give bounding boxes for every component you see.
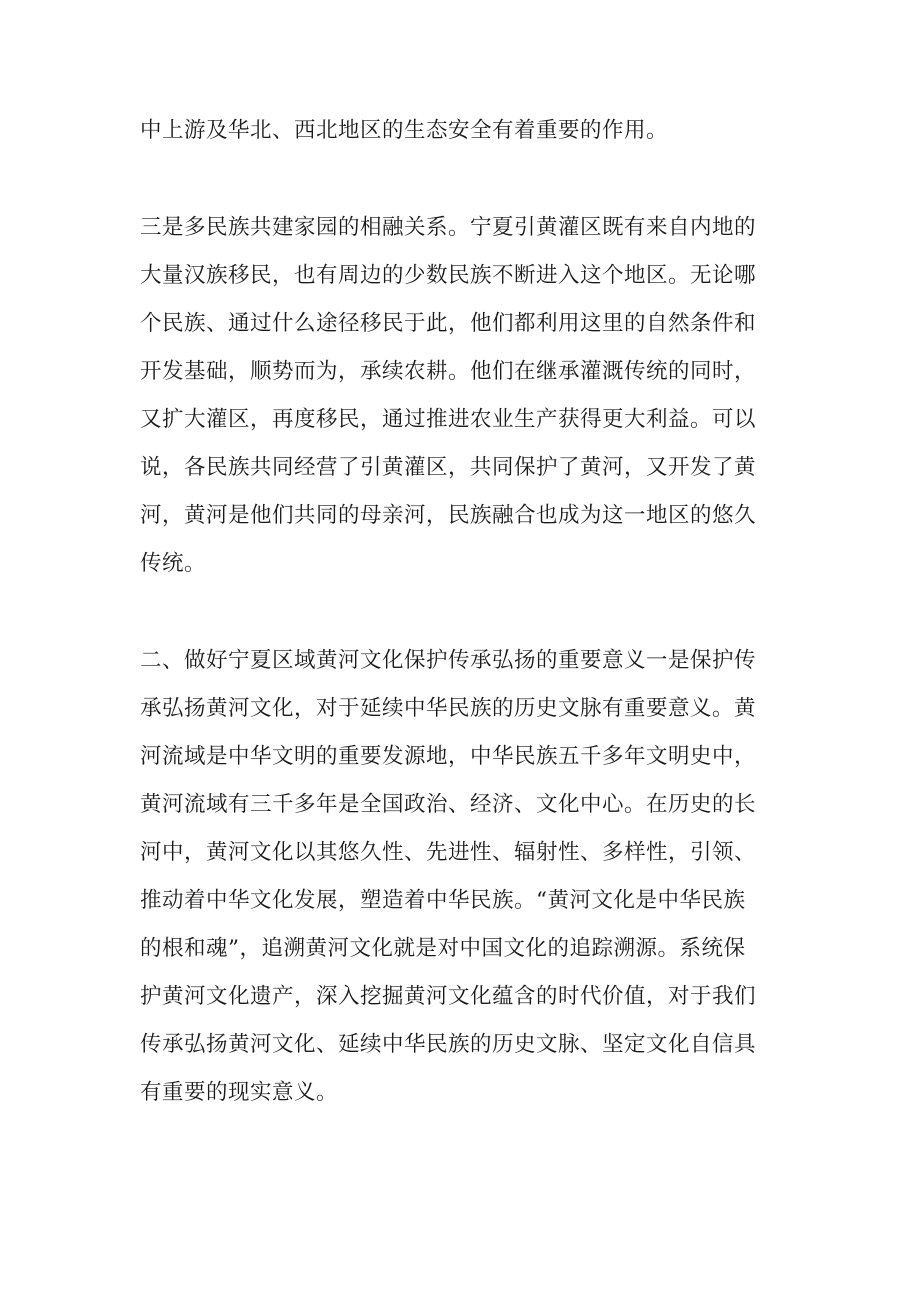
paragraph-2-line-6: 说，各民族共同经营了引黄灌区，共同保护了黄河，又开发了黄: [140, 455, 757, 480]
paragraph-3-line-3: 河流域是中华文明的重要发源地，中华民族五千多年文明史中，: [140, 744, 757, 769]
paragraph-2-line-2: 大量汉族移民，也有周边的少数民族不断进入这个地区。无论哪: [140, 263, 757, 288]
paragraph-3-line-4: 黄河流域有三千多年是全国政治、经济、文化中心。在历史的长: [140, 792, 757, 817]
paragraph-2-line-1: 三是多民族共建家园的相融关系。宁夏引黄灌区既有来自内地的: [140, 215, 757, 240]
paragraph-2-line-5: 又扩大灌区，再度移民，通过推进农业生产获得更大利益。可以: [140, 407, 757, 432]
paragraph-3-line-1: 二、做好宁夏区域黄河文化保护传承弘扬的重要意义一是保护传: [140, 648, 757, 673]
paragraph-1-line-1: 中上游及华北、西北地区的生态安全有着重要的作用。: [140, 118, 669, 143]
paragraph-3-line-7: 的根和魂”，追溯黄河文化就是对中国文化的追踪溯源。系统保: [140, 936, 746, 961]
paragraph-2-line-7: 河，黄河是他们共同的母亲河，民族融合也成为这一地区的悠久: [140, 503, 757, 528]
paragraph-3-line-9: 传承弘扬黄河文化、延续中华民族的历史文脉、坚定文化自信具: [140, 1032, 757, 1057]
paragraph-3-line-5: 河中，黄河文化以其悠久性、先进性、辐射性、多样性，引领、: [140, 840, 757, 865]
paragraph-3-line-8: 护黄河文化遗产，深入挖掘黄河文化蕴含的时代价值，对于我们: [140, 984, 757, 1009]
paragraph-3-line-10: 有重要的现实意义。: [140, 1080, 339, 1105]
paragraph-2-line-4: 开发基础，顺势而为，承续农耕。他们在继承灌溉传统的同时，: [140, 359, 757, 384]
paragraph-3-line-2: 承弘扬黄河文化，对于延续中华民族的历史文脉有重要意义。黄: [140, 696, 757, 721]
paragraph-3-line-6: 推动着中华文化发展，塑造着中华民族。“黄河文化是中华民族: [140, 888, 746, 913]
paragraph-2-line-3: 个民族、通过什么途径移民于此，他们都利用这里的自然条件和: [140, 311, 757, 336]
paragraph-2-line-8: 传统。: [140, 551, 207, 576]
